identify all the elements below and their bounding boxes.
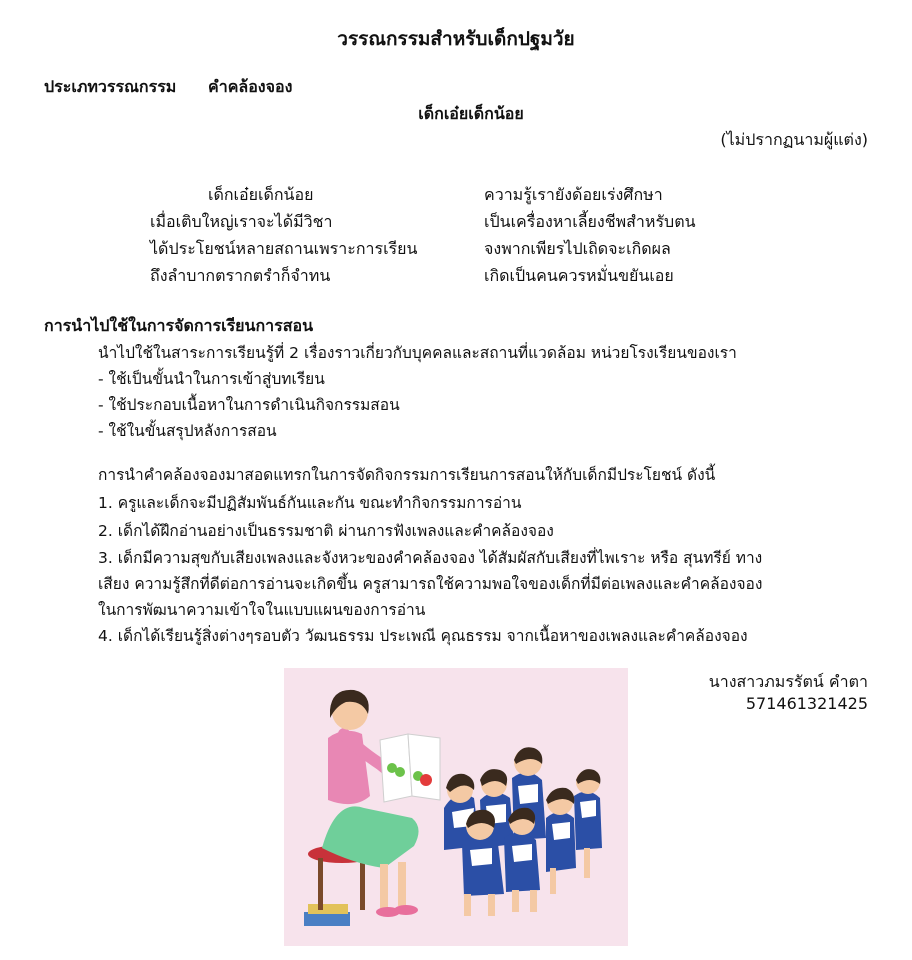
teacher-reading-illustration — [284, 668, 628, 946]
poem-line-right: ความรู้เรายังด้อยเร่งศึกษา — [484, 185, 663, 204]
usage-bullet: - ใช้ประกอบเนื้อหาในการดำเนินกิจกรรมสอน — [98, 396, 400, 414]
usage-bullet: - ใช้ในขั้นสรุปหลังการสอน — [98, 422, 277, 440]
poem-line-left: เด็กเอ๋ยเด็กน้อย — [208, 185, 314, 204]
poem-line-left: ถึงลำบากตรากตรำก็จำทน — [150, 266, 331, 285]
benefit-item: 4. เด็กได้เรียนรู้สิ่งต่างๆรอบตัว วัฒนธรรม ประเพณี คุณธรรม จากเนื้อหาของเพลงและคำคล้องจอง — [98, 627, 748, 645]
benefit-item: 2. เด็กได้ฝึกอ่านอย่างเป็นธรรมชาติ ผ่านการฟังเพลงและคำคล้องจอง — [98, 522, 554, 540]
poem-title: เด็กเอ๋ยเด็กน้อย — [418, 104, 524, 123]
signature-student-id: 571461321425 — [745, 694, 868, 713]
poem-line-right: เกิดเป็นคนควรหมั่นขยันเอย — [484, 266, 674, 285]
signature-name: นางสาวภมรรัตน์ คำตา — [708, 672, 868, 691]
benefit-item-continued: ในการพัฒนาความเข้าใจในแบบแผนของการอ่าน — [98, 601, 426, 619]
poem-line-right: จงพากเพียรไปเถิดจะเกิดผล — [484, 239, 671, 258]
benefits-intro: การนำคำคล้องจองมาสอดแทรกในการจัดกิจกรรมการเรียนการสอนให้กับเด็กมีประโยชน์ ดังนี้ — [98, 466, 716, 484]
literature-type-label: ประเภทวรรณกรรม — [44, 77, 177, 96]
author-note: (ไม่ปรากฏนามผู้แต่ง) — [720, 130, 868, 149]
poem-line-left: ได้ประโยชน์หลายสถานเพราะการเรียน — [150, 239, 418, 258]
benefit-item-continued: เสียง ความรู้สึกที่ดีต่อการอ่านจะเกิดขึ้น ครูสามารถใช้ความพอใจของเด็กที่มีต่อเพลงและคำคล้องจอง — [98, 575, 763, 593]
usage-intro: นำไปใช้ในสาระการเรียนรู้ที่ 2 เรื่องราวเกี่ยวกับบุคคลและสถานที่แวดล้อม หน่วยโรงเรียนของเรา — [98, 344, 737, 362]
document-title: วรรณกรรมสำหรับเด็กปฐมวัย — [337, 28, 575, 50]
benefit-item: 1. ครูและเด็กจะมีปฏิสัมพันธ์กันและกัน ขณะทำกิจกรรมการอ่าน — [98, 494, 522, 512]
usage-heading: การนำไปใช้ในการจัดการเรียนการสอน — [44, 316, 314, 335]
benefit-item: 3. เด็กมีความสุขกับเสียงเพลงและจังหวะของคำคล้องจอง ได้สัมผัสกับเสียงที่ไพเราะ หรือ สุนทรีย์ ทาง — [98, 549, 763, 567]
poem-line-right: เป็นเครื่องหาเลี้ยงชีพสำหรับตน — [484, 212, 696, 231]
literature-type-value: คำคล้องจอง — [208, 77, 293, 96]
poem-line-left: เมื่อเติบใหญ่เราจะได้มีวิชา — [150, 212, 333, 231]
usage-bullet: - ใช้เป็นขั้นนำในการเข้าสู่บทเรียน — [98, 370, 325, 388]
